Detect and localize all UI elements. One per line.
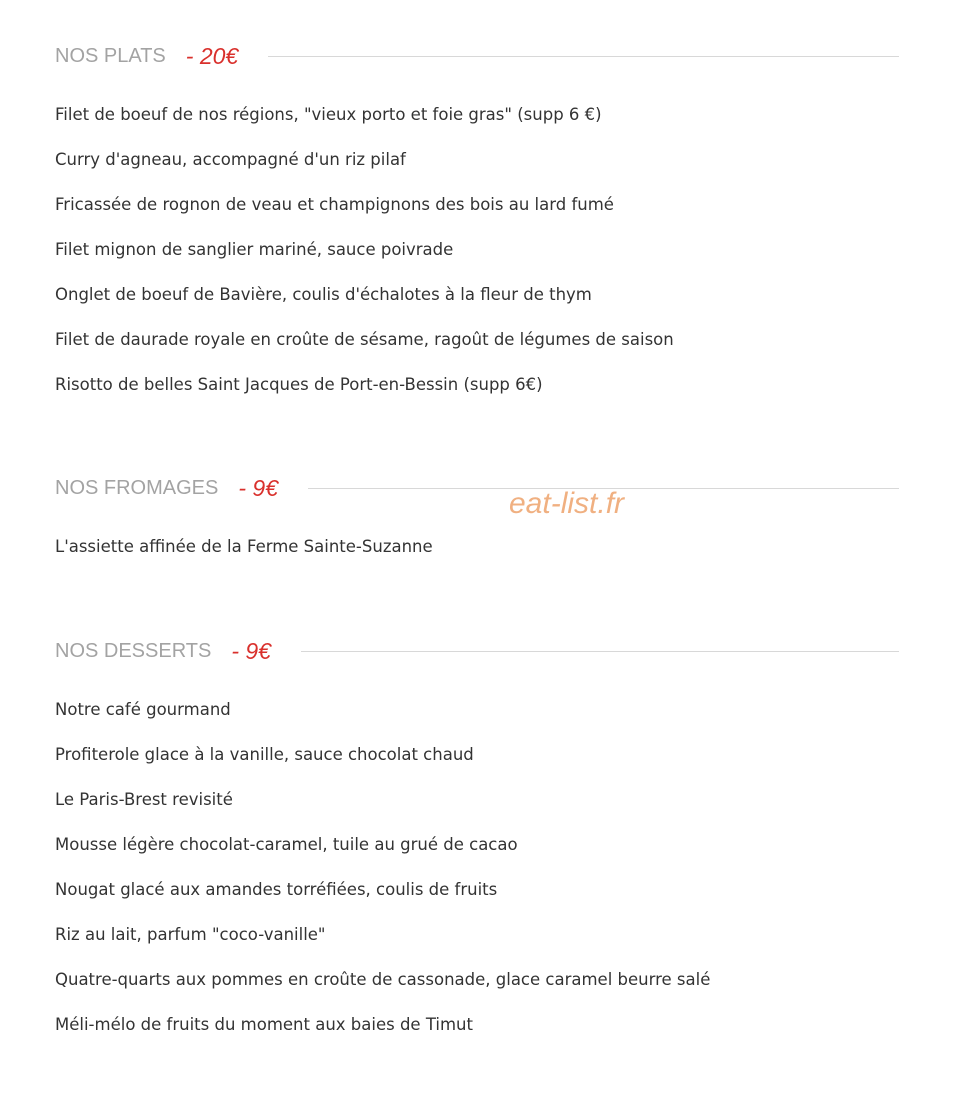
menu-list — [55, 687, 899, 1047]
menu-item: Curry d'agneau, accompagné d'un riz pilaf — [55, 150, 406, 169]
section-header — [55, 472, 899, 504]
menu-list — [55, 524, 899, 569]
section-divider — [268, 56, 899, 57]
watermark-text: eat-list.fr — [509, 487, 625, 520]
section-header — [55, 40, 899, 72]
menu-item: Fricassée de rognon de veau et champignons des bois au lard fumé — [55, 195, 614, 214]
section-divider — [301, 651, 899, 652]
menu-item: Filet mignon de sanglier mariné, sauce poivrade — [55, 240, 454, 259]
menu-item: L'assiette affinée de la Ferme Sainte-Suzanne — [55, 537, 433, 556]
menu-item: Filet de boeuf de nos régions, "vieux porto et foie gras" (supp 6 €) — [55, 105, 602, 124]
menu-item: Risotto de belles Saint Jacques de Port-en-Bessin (supp 6€) — [55, 375, 543, 394]
menu-item: Mousse légère chocolat-caramel, tuile au grué de cacao — [55, 835, 518, 854]
menu-item: Méli-mélo de fruits du moment aux baies de Timut — [55, 1015, 473, 1034]
menu-item: Nougat glacé aux amandes torréfiées, coulis de fruits — [55, 880, 498, 899]
menu-item: Le Paris-Brest revisité — [55, 790, 233, 809]
menu-item: Profiterole glace à la vanille, sauce chocolat chaud — [55, 745, 474, 764]
menu-item: Riz au lait, parfum "coco-vanille" — [55, 925, 326, 944]
section-price: - 9€ — [231, 637, 271, 664]
section-title: NOS DESSERTS — [55, 639, 212, 662]
section-header — [55, 635, 899, 667]
section-price: - 20€ — [185, 42, 239, 69]
section-desserts — [55, 635, 899, 1047]
menu-item: Notre café gourmand — [55, 700, 231, 719]
section-title: NOS PLATS — [55, 44, 166, 67]
section-plats — [55, 40, 899, 407]
menu-item: Onglet de boeuf de Bavière, coulis d'échalotes à la fleur de thym — [55, 285, 592, 304]
menu-list — [55, 92, 899, 407]
menu-item: Filet de daurade royale en croûte de sésame, ragoût de légumes de saison — [55, 330, 674, 349]
section-title: NOS FROMAGES — [55, 476, 219, 499]
menu-item: Quatre-quarts aux pommes en croûte de cassonade, glace caramel beurre salé — [55, 970, 711, 989]
section-price: - 9€ — [238, 474, 278, 501]
section-fromages — [55, 472, 899, 569]
